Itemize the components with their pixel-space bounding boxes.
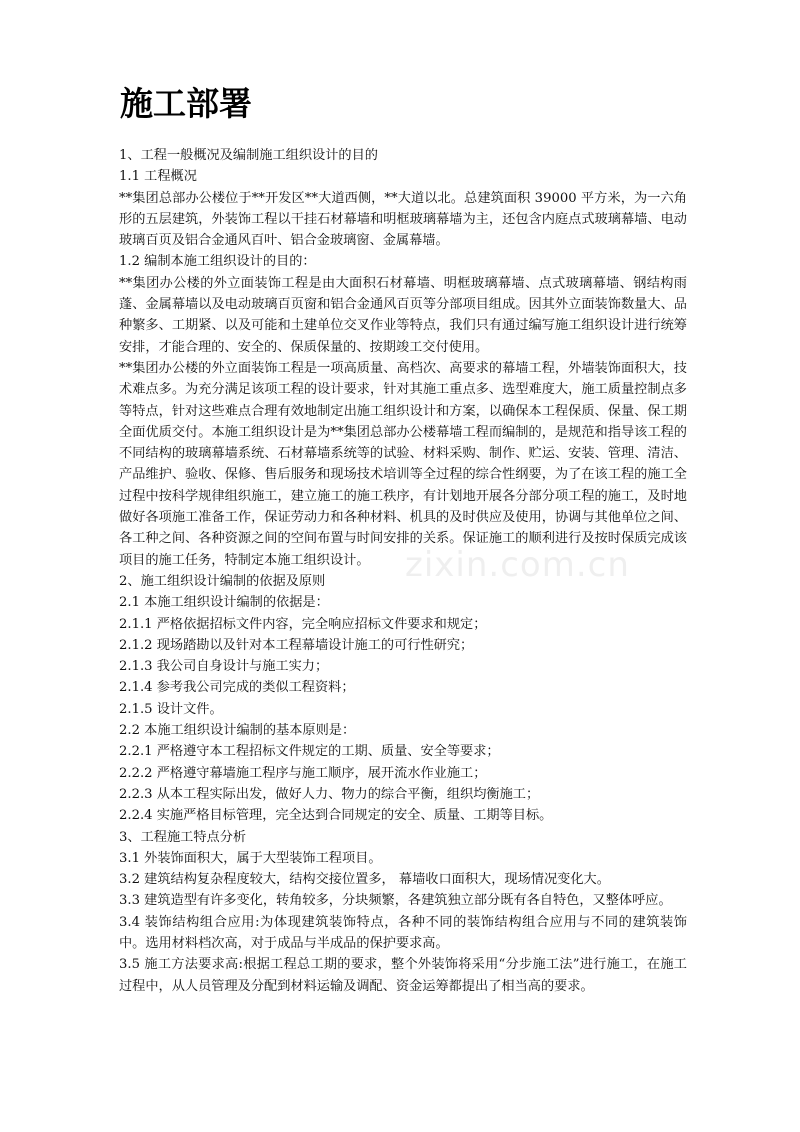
subsection-heading: 1.2 编制本施工组织设计的目的： [119, 254, 316, 270]
subsection-heading: 2.1 本施工组织设计编制的依据是： [119, 595, 329, 611]
subsection-heading: 1.1 工程概况 [119, 169, 197, 185]
list-item: 3.5 施工方法要求高:根据工程总工期的要求，整个外装饰将采用“分步施工法”进行施工，在施工过程中，从人员管理及分配到材料运输及调配、资金运筹都提出了相当高的要求。 [119, 957, 687, 994]
paragraph: **集团总部办公楼位于**开发区**大道西侧，**大道以北。总建筑面积 39000 平方米，为一六角形的五层建筑，外装饰工程以干挂石材幕墙和明框玻璃幕墙为主，还包含内庭点式玻璃幕墙、电动玻璃百页及铝合金通风百叶、铝合金玻璃窗、金属幕墙。 [119, 190, 687, 249]
list-item: 3.1 外装饰面积大，属于大型装饰工程项目。 [119, 850, 382, 866]
document-body [119, 145, 687, 997]
list-item: 2.2.3 从本工程实际出发，做好人力、物力的综合平衡，组织均衡施工； [119, 786, 540, 802]
section-heading: 1、工程一般概况及编制施工组织设计的目的 [119, 148, 378, 163]
paragraph: **集团办公楼的外立面装饰工程是一项高质量、高档次、高要求的幕墙工程，外墙装饰面积大，技术难点多。为充分满足该项工程的设计要求，针对其施工重点多、选型难度大，施工质量控制点多等特点，针对这些难点合理有效地制定出施工组织设计和方案，以确保本工程保质、保量、保工期全面优质交付。本施工组织设计是为**集团总部办公楼幕墙工程而编制的，是规范和指导该工程的不同结构的玻璃幕墙系统、石材幕墙系统等的试验、材料采购、制作、贮运、安装、管理、清洁、产品维护、验收、保修、售后服务和现场技术培训等全过程的综合性纲要，为了在该工程的施工全过程中按科学规律组织施工，建立施工的施工秩序，有计划地开展各分部分项工程的施工，及时地做好各项施工准备工作，保证劳动力和各种材料、机具的及时供应及使用，协调与其他单位之间、各工种之间、各种资源之间的空间布置与时间安排的关系。保证施工的顺利进行及按时保质完成该项目的施工任务，特制定本施工组织设计。 [119, 360, 687, 568]
section-heading: 3、工程施工特点分析 [119, 829, 247, 845]
list-item: 2.2.2 严格遵守幕墙施工程序与施工顺序，展开流水作业施工； [119, 765, 487, 781]
list-item: 2.1.1 严格依据招标文件内容，完全响应招标文件要求和规定； [119, 616, 487, 632]
list-item: 2.2.4 实施严格目标管理，完全达到合同规定的安全、质量、工期等目标。 [119, 808, 553, 824]
watermark: zixin.com.cn [405, 545, 630, 585]
list-item: 2.1.2 现场踏勘以及针对本工程幕墙设计施工的可行性研究； [119, 637, 474, 653]
list-item: 2.1.4 参考我公司完成的类似工程资料； [119, 680, 355, 696]
list-item: 2.1.5 设计文件。 [119, 701, 223, 717]
section-heading: 2、施工组织设计编制的依据及原则 [119, 573, 326, 589]
list-item: 3.4 装饰结构组合应用:为体现建筑装饰特点，各种不同的装饰结构组合应用与不同的建筑装饰中。选用材料档次高，对于成品与半成品的保护要求高。 [119, 914, 687, 951]
list-item: 3.3 建筑造型有许多变化，转角较多，分块频繁，各建筑独立部分既有各自特色，又整体呼应。 [119, 893, 672, 909]
list-item: 2.2.1 严格遵守本工程招标文件规定的工期、质量、安全等要求； [119, 744, 500, 760]
subsection-heading: 2.2 本施工组织设计编制的基本原则是： [119, 723, 356, 739]
page-title: 施工部署 [120, 84, 252, 123]
list-item: 2.1.3 我公司自身设计与施工实力； [119, 659, 329, 675]
paragraph: **集团办公楼的外立面装饰工程是由大面积石材幕墙、明框玻璃幕墙、点式玻璃幕墙、钢结构雨蓬、金属幕墙以及电动玻璃百页窗和铝合金通风百页等分部项目组成。因其外立面装饰数量大、品种繁多、工期紧、以及可能和土建单位交叉作业等特点，我们只有通过编写施工组织设计进行统筹安排，才能合理的、安全的、保质保量的、按期竣工交付使用。 [119, 275, 687, 355]
list-item: 3.2 建筑结构复杂程度较大，结构交接位置多， 幕墙收口面积大，现场情况变化大。 [119, 872, 610, 888]
